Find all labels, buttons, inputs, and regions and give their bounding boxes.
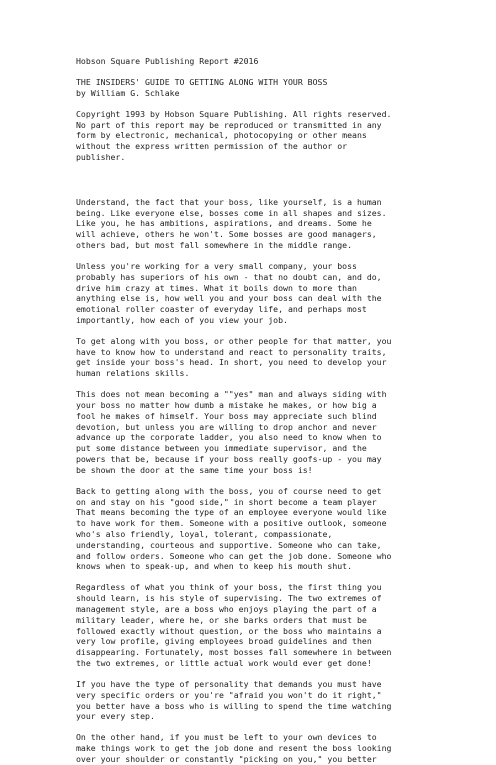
body-paragraph: Unless you're working for a very small company, your boss probably has superiors of his own - that no doubt can, and do, drive him crazy at times. What it boils down to more than anything else is, how well you and your boss can deal with the emotional roller coaster of everyday life, and perhaps most importantly, how each of you view your job. bbox=[76, 260, 382, 325]
copyright-notice: Copyright 1993 by Hobson Square Publishing. All rights reserved. No part of this report may be reproduced or transmitted in any form by electronic, mechanical, photocopying or other means without the express written permission of the author or publisher. bbox=[76, 108, 392, 162]
body-paragraph: Back to getting along with the boss, you of course need to get on and stay on his "good side," in short become a team player That means becoming the type of an employee everyone would like to have work for them. Someone with a positive outlook, someone who's also friendly, loyal, tolerant, compassionate, understanding, courteous and supportive. Someone who can take, and follow orders. Someone who can get the job done. Someone who knows when to speak-up, and when to keep his mouth shut. bbox=[76, 485, 392, 572]
report-header: Hobson Square Publishing Report #2016 bbox=[76, 56, 259, 66]
spacer bbox=[76, 379, 476, 389]
body-paragraph: This does not mean becoming a ""yes" man and always siding with your boss no matter how dumb a mistake he makes, or how big a fool he makes of himself. Your boss may appreciate such blind devotion, but unless you are willing to drop anchor and never advance up the corporate ladder, you also need to know when to put some distance between you immediate supervisor, and the powers that be, because if your boss really goofs-up - you may be shown the door at the same time your boss is! bbox=[76, 389, 387, 475]
body-paragraph: If you have the type of personality that demands you must have very specific orders or you're "afraid you won't do it right," you better have a boss who is willing to spend the time watching your every step. bbox=[76, 678, 392, 722]
spacer bbox=[76, 722, 476, 732]
spacer bbox=[76, 476, 476, 486]
spacer bbox=[76, 669, 476, 679]
spacer bbox=[76, 67, 476, 77]
body-paragraph: Regardless of what you think of your boss, the first thing you should learn, is his style of supervising. The two extremes of management style, are a boss who enjoys playing the part of a military leader, where he, or she barks orders that must be followed exactly without question, or the boss who maintains a very low profile, giving employees broad guidelines and then disappearing. Fortunately, most bosses fall somewhere in between the two extremes, or little actual work would ever get done! bbox=[76, 582, 392, 668]
spacer bbox=[76, 99, 476, 109]
spacer bbox=[76, 251, 476, 261]
report-author: by William G. Schlake bbox=[76, 87, 180, 98]
body-paragraph: Understand, the fact that your boss, like yourself, is a human being. Like everyone else, bosses come in all shapes and sizes. Like you, he has ambitions, aspirations, and dreams. Some he will achieve, others he won't. Some bosses are good managers, others bad, but most fall somewhere in the middle range. bbox=[76, 196, 387, 250]
report-text bbox=[76, 56, 476, 765]
section-break bbox=[76, 163, 476, 197]
report-title: THE INSIDERS' GUIDE TO GETTING ALONG WITH YOUR BOSS bbox=[76, 76, 328, 87]
spacer bbox=[76, 326, 476, 336]
spacer bbox=[76, 572, 476, 582]
body-paragraph: On the other hand, if you must be left to your own devices to make things work to get the job done and resent the boss looking over your shoulder or constantly "picking on you," you better bbox=[76, 732, 392, 764]
body-paragraph: To get along with you boss, or other people for that matter, you have to know how to understand and react to personality traits, get inside your boss's head. In short, you need to develop your human relations skills. bbox=[76, 335, 392, 379]
